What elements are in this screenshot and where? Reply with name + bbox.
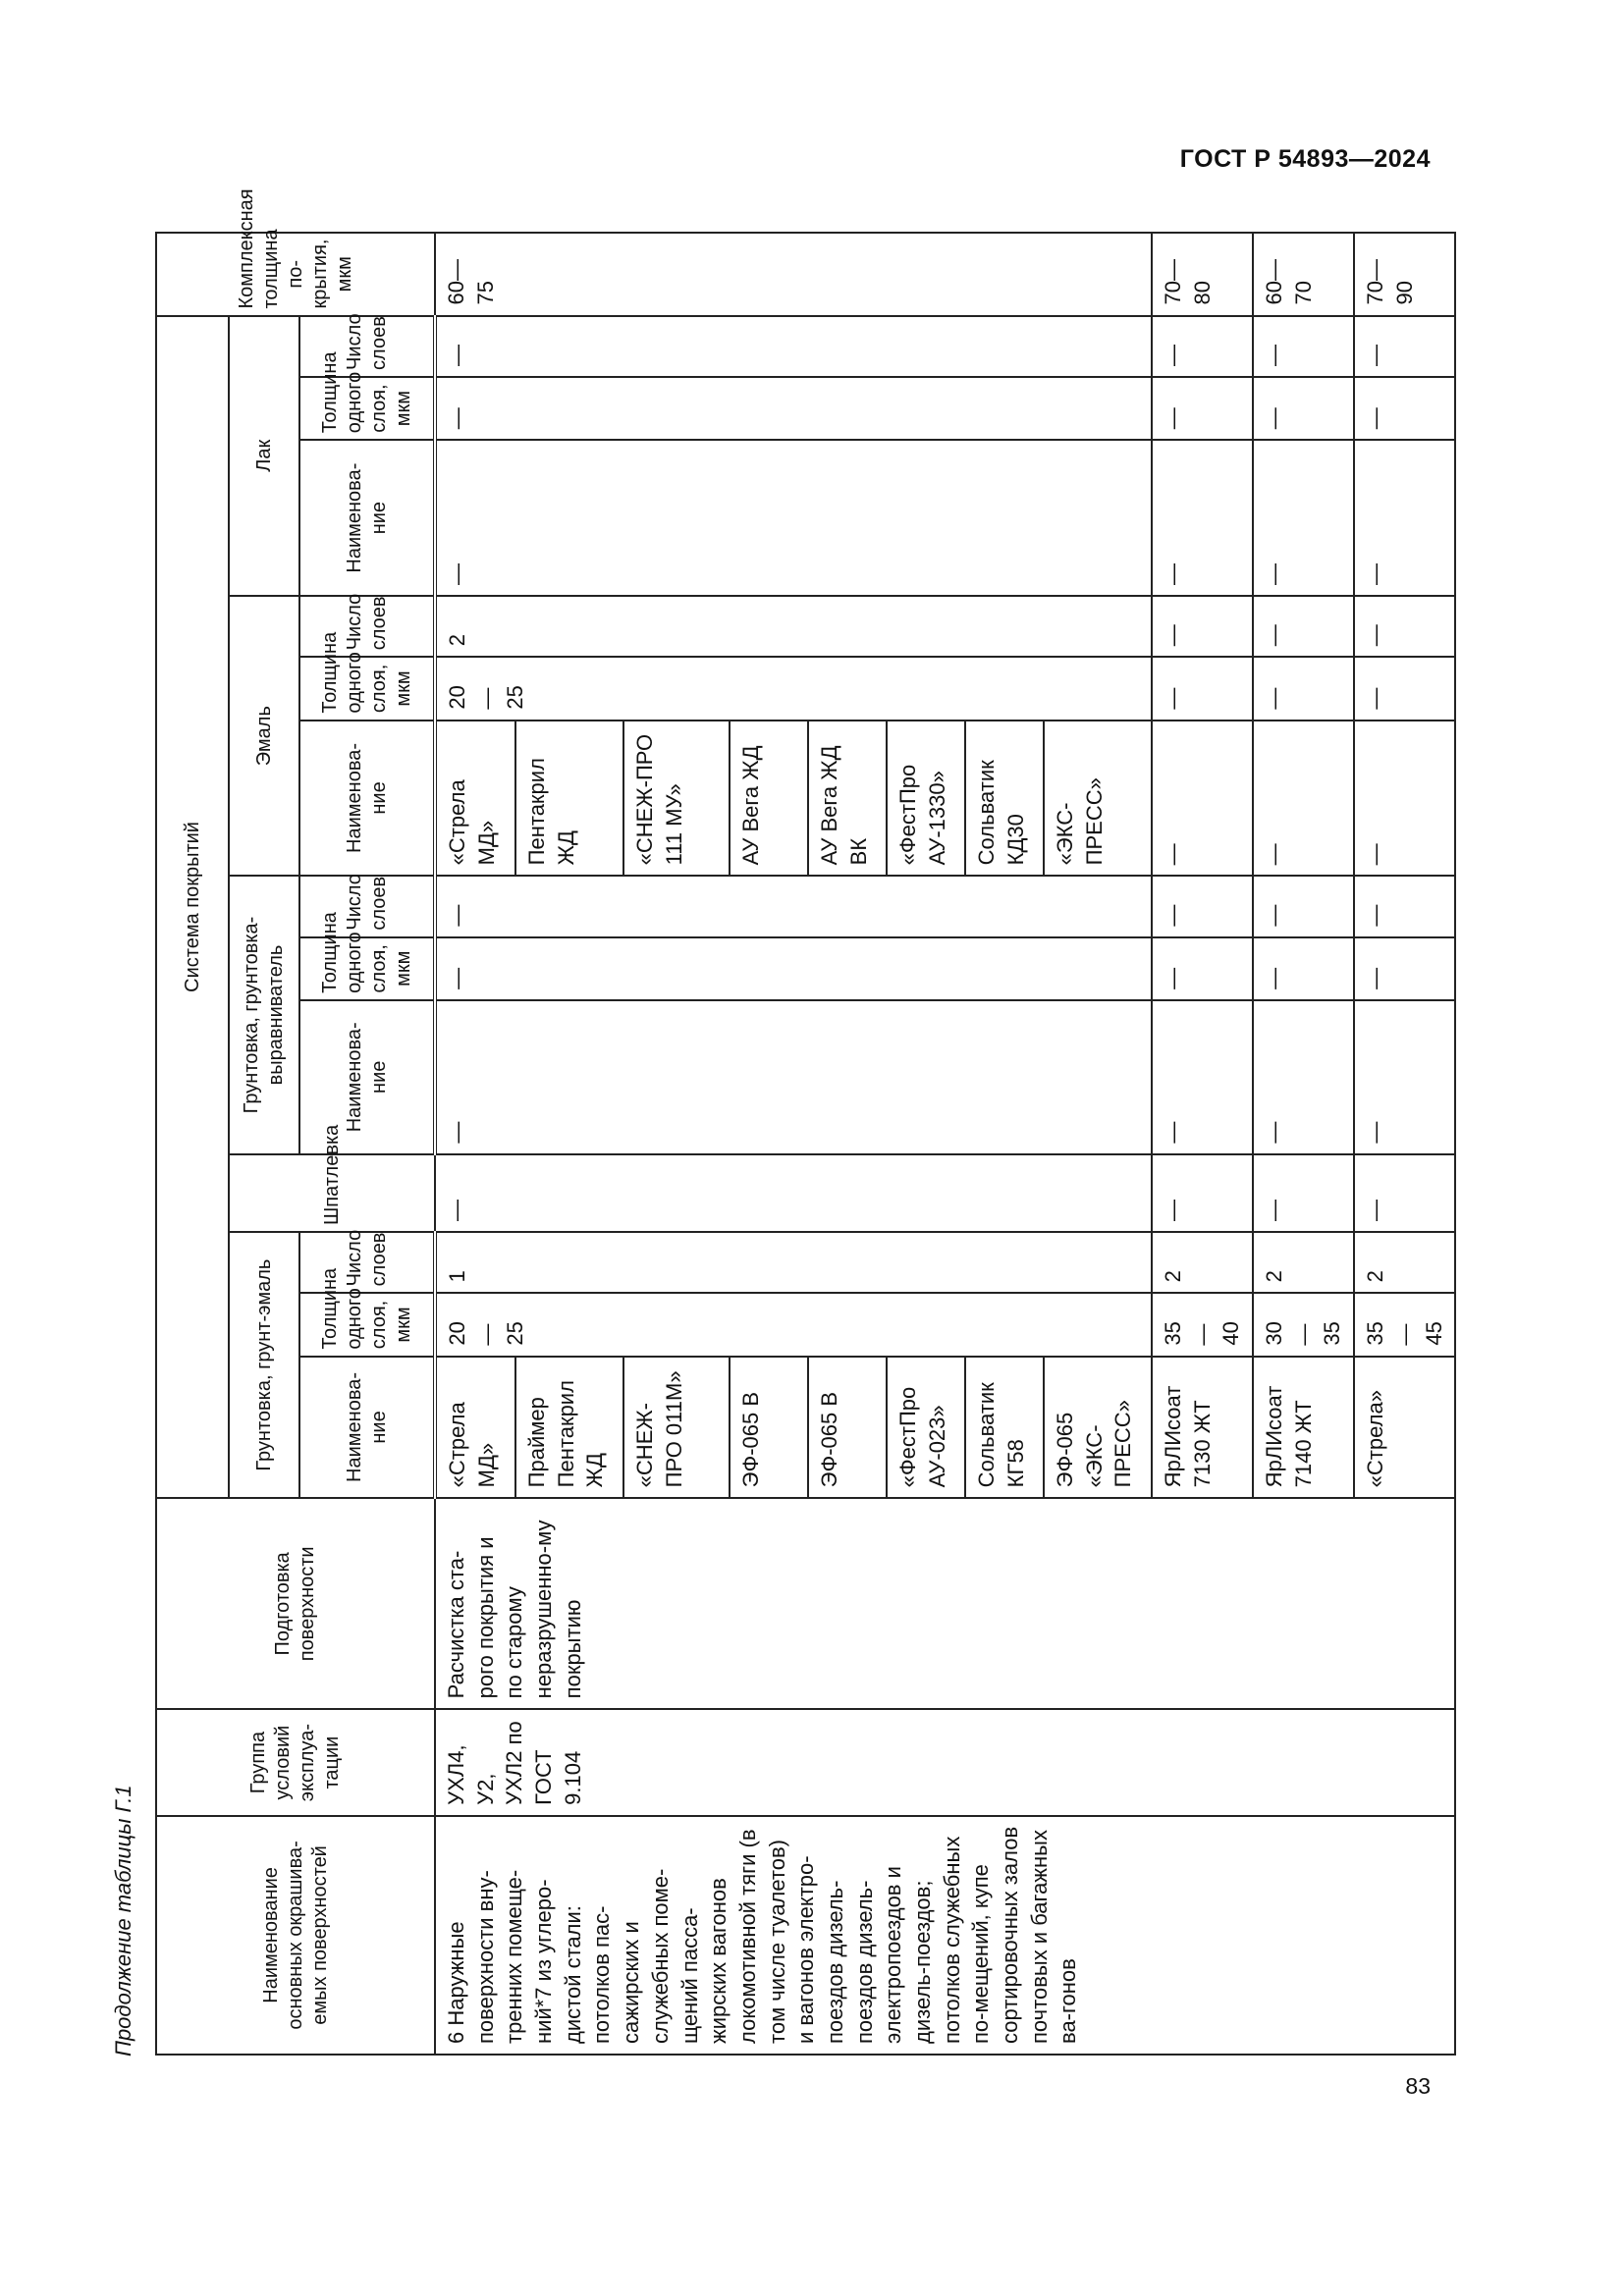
lacquer-thickness: — — [1253, 377, 1354, 440]
primer-name: «ФестПро АУ-023» — [887, 1357, 965, 1499]
enamel-thickness: — — [1354, 657, 1455, 720]
primer-name: «Стрела МД» — [435, 1357, 515, 1499]
putty: — — [1354, 1154, 1455, 1232]
total-thickness: 70—80 — [1152, 233, 1253, 316]
primer-name: «Стрела» — [1354, 1357, 1455, 1499]
header-surface: Наименование основных окрашива-емых поверхностей — [156, 1816, 435, 2055]
primer-name: ЭФ-065 В — [730, 1357, 808, 1499]
primer2-layers: — — [435, 876, 1152, 936]
primer-thickness: 30—35 — [1253, 1293, 1354, 1356]
header-layers: Число слоев — [299, 316, 435, 377]
lacquer-name: — — [1253, 440, 1354, 596]
coating-systems-table — [155, 188, 1446, 2056]
primer-thickness: 20—25 — [435, 1293, 1152, 1356]
primer-name: ЯрЛИсоат 7130 ЖТ — [1152, 1357, 1253, 1499]
header-total: Комплексная толщина по-крытия, мкм — [156, 233, 435, 316]
primer2-name: — — [435, 1000, 1152, 1154]
primer-layers: 2 — [1253, 1232, 1354, 1293]
total-thickness: 60—70 — [1253, 233, 1354, 316]
lacquer-layers: — — [1253, 316, 1354, 377]
primer-thickness: 35—45 — [1354, 1293, 1455, 1356]
primer-name: Праймер Пентакрил ЖД — [515, 1357, 623, 1499]
enamel-thickness: — — [1152, 657, 1253, 720]
primer2-thickness: — — [1354, 937, 1455, 1000]
enamel-name: «ЭКС-ПРЕСС» — [1044, 721, 1152, 877]
primer-layers: 1 — [435, 1232, 1152, 1293]
header-primer: Грунтовка, грунт-эмаль — [229, 1232, 299, 1498]
enamel-thickness: — — [1253, 657, 1354, 720]
header-thickness: Толщина одного слоя, мкм — [299, 937, 435, 1000]
enamel-name: АУ Вега ЖД ВК — [808, 721, 887, 877]
header-name: Наименова-ние — [299, 721, 435, 877]
lacquer-thickness: — — [435, 377, 1152, 440]
header-lacquer: Лак — [229, 316, 299, 596]
header-name: Наименова-ние — [299, 440, 435, 596]
primer-name: ЭФ-065 «ЭКС-ПРЕСС» — [1044, 1357, 1152, 1499]
primer-name: ЯрЛИсоат 7140 ЖТ — [1253, 1357, 1354, 1499]
lacquer-layers: — — [435, 316, 1152, 377]
header-thickness: Толщина одного слоя, мкм — [299, 1293, 435, 1356]
putty: — — [1253, 1154, 1354, 1232]
primer-thickness: 35—40 — [1152, 1293, 1253, 1356]
enamel-layers: — — [1253, 596, 1354, 657]
group-cell: УХЛ4, У2, УХЛ2 по ГОСТ 9.104 — [435, 1709, 1455, 1816]
primer2-thickness: — — [1152, 937, 1253, 1000]
header-name: Наименова-ние — [299, 1357, 435, 1499]
header-prep: Подготовка поверхности — [156, 1498, 435, 1709]
page-number: 83 — [1405, 2073, 1431, 2099]
header-layers: Число слоев — [299, 876, 435, 936]
header-layers: Число слоев — [299, 1232, 435, 1293]
lacquer-thickness: — — [1152, 377, 1253, 440]
primer2-layers: — — [1354, 876, 1455, 936]
lacquer-layers: — — [1354, 316, 1455, 377]
primer-name: Сольватик КГ58 — [965, 1357, 1044, 1499]
enamel-layers: — — [1354, 596, 1455, 657]
primer2-layers: — — [1152, 876, 1253, 936]
enamel-name: «СНЕЖ-ПРО 111 МУ» — [623, 721, 730, 877]
enamel-layers: 2 — [435, 596, 1152, 657]
lacquer-thickness: — — [1354, 377, 1455, 440]
primer2-thickness: — — [435, 937, 1152, 1000]
standard-designation: ГОСТ Р 54893—2024 — [1179, 145, 1431, 173]
lacquer-layers: — — [1152, 316, 1253, 377]
enamel-name: Пентакрил ЖД — [515, 721, 623, 877]
header-layers: Число слоев — [299, 596, 435, 657]
primer-layers: 2 — [1152, 1232, 1253, 1293]
enamel-name: — — [1253, 721, 1354, 877]
primer2-name: — — [1253, 1000, 1354, 1154]
table-continuation-caption: Продолжение таблицы Г.1 — [111, 1785, 135, 2056]
primer2-name: — — [1152, 1000, 1253, 1154]
lacquer-name: — — [435, 440, 1152, 596]
total-thickness: 70—90 — [1354, 233, 1455, 316]
enamel-thickness: 20—25 — [435, 657, 1152, 720]
prep-cell: Расчистка ста-рого покрытия и по старому неразрушенно-му покрытию — [435, 1498, 1455, 1709]
primer-name: ЭФ-065 В — [808, 1357, 887, 1499]
putty: — — [435, 1154, 1152, 1232]
primer2-thickness: — — [1253, 937, 1354, 1000]
enamel-name: — — [1152, 721, 1253, 877]
table-row — [435, 233, 515, 2055]
primer-layers: 2 — [1354, 1232, 1455, 1293]
header-thickness: Толщина одного слоя, мкм — [299, 377, 435, 440]
header-system: Система покрытий — [156, 316, 229, 1499]
lacquer-name: — — [1354, 440, 1455, 596]
enamel-layers: — — [1152, 596, 1253, 657]
header-thickness: Толщина одного слоя, мкм — [299, 657, 435, 720]
primer2-name: — — [1354, 1000, 1455, 1154]
putty: — — [1152, 1154, 1253, 1232]
enamel-name: Сольватик КД30 — [965, 721, 1044, 877]
total-thickness: 60—75 — [435, 233, 1152, 316]
surface-cell: 6 Наружные поверхности вну-тренних помеще-ний*7 из углеро-дистой стали: потолков пас-сажирских и служебных поме-щений пасса-жирских вагонов локомотивной тяги (в том числе туалетов) и вагонов электро-поездов дизель-поездов дизель-электропоездов и дизель-поездов; потолков служебных по-мещений, купе сортировочных залов почтовых и багажных ва-гонов — [435, 1816, 1455, 2055]
primer2-layers: — — [1253, 876, 1354, 936]
header-primer-leveler: Грунтовка, грунтовка-выравниватель — [229, 876, 299, 1153]
enamel-name: «ФестПро АУ-1330» — [887, 721, 965, 877]
header-group: Группа условий эксплуа-тации — [156, 1709, 435, 1816]
primer-name: «СНЕЖ-ПРО 011М» — [623, 1357, 730, 1499]
header-name: Наименова-ние — [299, 1000, 435, 1154]
lacquer-name: — — [1152, 440, 1253, 596]
header-enamel: Эмаль — [229, 596, 299, 876]
header-putty: Шпатлевка — [229, 1154, 435, 1232]
enamel-name: «Стрела МД» — [435, 721, 515, 877]
enamel-name: АУ Вега ЖД — [730, 721, 808, 877]
enamel-name: — — [1354, 721, 1455, 877]
